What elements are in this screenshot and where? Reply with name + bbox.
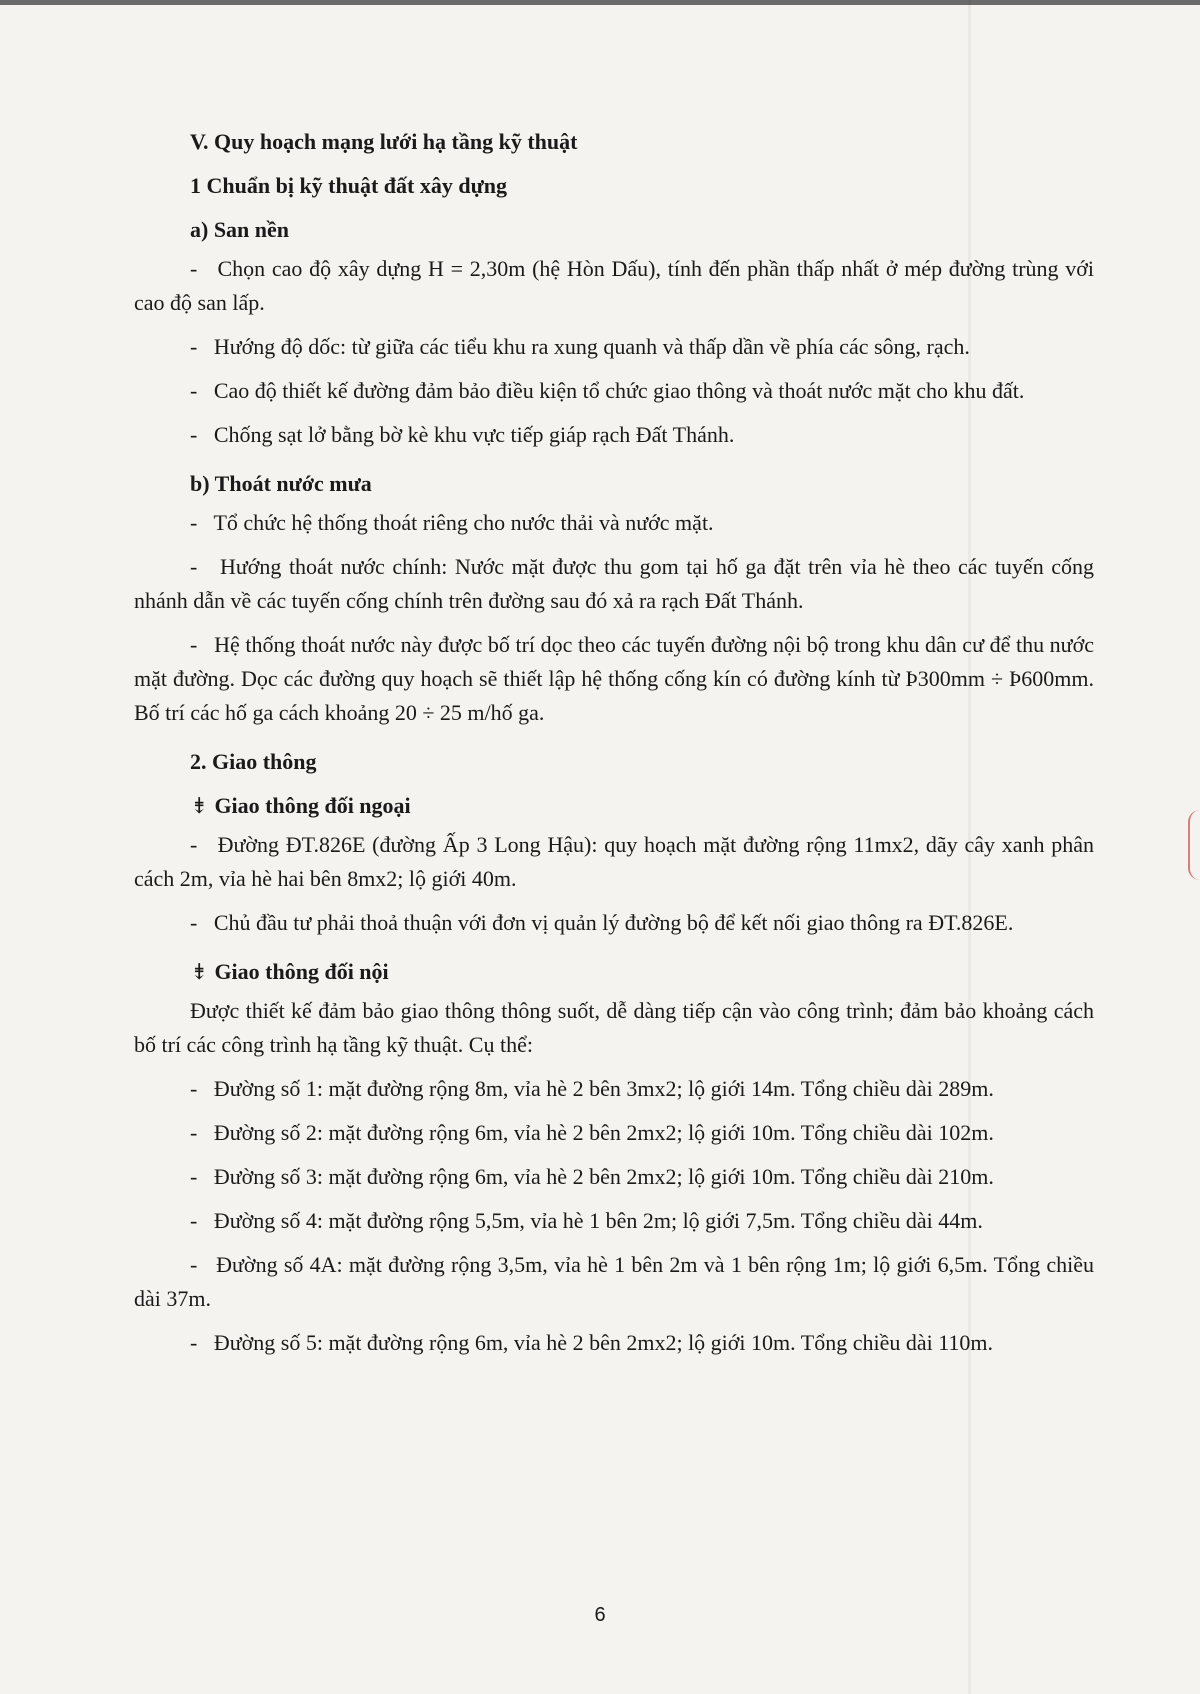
bullet-paragraph: - Hướng thoát nước chính: Nước mặt được thu gom tại hố ga đặt trên vỉa hè theo các tuyến cống nhánh dẫn về các tuyến cống chính trên đường sau đó xả ra rạch Đất Thánh. xyxy=(134,550,1094,618)
bullet-paragraph: - Đường ĐT.826E (đường Ấp 3 Long Hậu): quy hoạch mặt đường rộng 11mx2, dãy cây xanh phân cách 2m, vỉa hè hai bên 8mx2; lộ giới 40m. xyxy=(134,828,1094,896)
bullet-paragraph: - Đường số 1: mặt đường rộng 8m, vỉa hè 2 bên 3mx2; lộ giới 14m. Tổng chiều dài 289m. xyxy=(134,1072,1094,1106)
bullet-paragraph: - Cao độ thiết kế đường đảm bảo điều kiện tổ chức giao thông và thoát nước mặt cho khu đất. xyxy=(134,374,1094,408)
page-number: 6 xyxy=(594,1604,606,1626)
bullet-paragraph: - Hệ thống thoát nước này được bố trí dọc theo các tuyến đường nội bộ trong khu dân cư để thu nước mặt đường. Dọc các đường quy hoạch sẽ thiết lập hệ thống cống kín có đường kính từ Þ300mm ÷ Þ600mm. Bố trí các hố ga cách khoảng 20 ÷ 25 m/hố ga. xyxy=(134,628,1094,730)
bullet-paragraph: - Đường số 4: mặt đường rộng 5,5m, vỉa hè 1 bên 2m; lộ giới 7,5m. Tổng chiều dài 44m. xyxy=(134,1204,1094,1238)
bullet-paragraph: - Hướng độ dốc: từ giữa các tiểu khu ra xung quanh và thấp dần về phía các sông, rạch. xyxy=(134,330,1094,364)
bullet-paragraph: - Chọn cao độ xây dựng H = 2,30m (hệ Hòn Dấu), tính đến phần thấp nhất ở mép đường trùng với cao độ san lấp. xyxy=(134,252,1094,320)
bullet-paragraph: - Chống sạt lở bằng bờ kè khu vực tiếp giáp rạch Đất Thánh. xyxy=(134,418,1094,452)
subsection-heading: ⇟ Giao thông đối ngoại xyxy=(134,784,1094,828)
section-heading: 1 Chuẩn bị kỹ thuật đất xây dựng xyxy=(190,173,508,198)
stamp-edge-mark xyxy=(1188,810,1200,880)
paragraph: Được thiết kế đảm bảo giao thông thông suốt, dễ dàng tiếp cận vào công trình; đảm bảo khoảng cách bố trí các công trình hạ tầng kỹ thuật. Cụ thể: xyxy=(134,998,1094,1057)
section-heading: 2. Giao thông xyxy=(190,749,317,774)
bullet-paragraph: - Tổ chức hệ thống thoát riêng cho nước thải và nước mặt. xyxy=(134,506,1094,540)
section-heading: V. Quy hoạch mạng lưới hạ tầng kỹ thuật xyxy=(190,129,578,154)
document-body xyxy=(134,120,1094,1370)
bullet-paragraph: - Đường số 4A: mặt đường rộng 3,5m, vỉa hè 1 bên 2m và 1 bên rộng 1m; lộ giới 6,5m. Tổng chiều dài 37m. xyxy=(134,1248,1094,1316)
bullet-paragraph: - Chủ đầu tư phải thoả thuận với đơn vị quản lý đường bộ để kết nối giao thông ra ĐT.826E. xyxy=(134,906,1094,940)
bullet-paragraph: - Đường số 5: mặt đường rộng 6m, vỉa hè 2 bên 2mx2; lộ giới 10m. Tổng chiều dài 110m. xyxy=(134,1326,1094,1360)
scan-top-edge xyxy=(0,0,1200,5)
section-heading: b) Thoát nước mưa xyxy=(190,471,372,496)
bullet-paragraph: - Đường số 2: mặt đường rộng 6m, vỉa hè 2 bên 2mx2; lộ giới 10m. Tổng chiều dài 102m. xyxy=(134,1116,1094,1150)
section-heading: a) San nền xyxy=(190,217,290,242)
bullet-paragraph: - Đường số 3: mặt đường rộng 6m, vỉa hè 2 bên 2mx2; lộ giới 10m. Tổng chiều dài 210m. xyxy=(134,1160,1094,1194)
subsection-heading: ⇟ Giao thông đối nội xyxy=(134,950,1094,994)
